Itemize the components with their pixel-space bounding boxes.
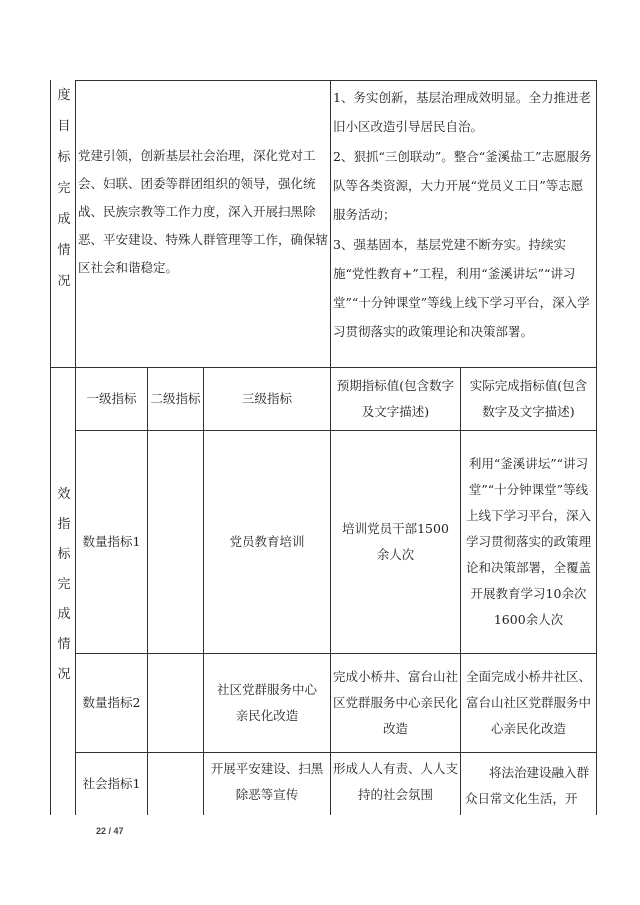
header-level2: 二级指标 (150, 390, 201, 406)
row3-level1: 社会指标1 (82, 775, 141, 791)
top-right-item-1: 1、务实创新，基层治理成效明显。全力推进老旧小区改造引导居民自治。 (333, 90, 591, 134)
row2-bottom (75, 752, 596, 753)
row3-level3: 开展平安建设、扫黑除恶等宣传 (210, 761, 324, 802)
top-right-item-2: 2、狠抓“三创联动”。整合“釜溪盐工”志愿服务队等各类资源，大力开展“党员义工日”等志愿服务活动； (333, 149, 592, 222)
header-expected: 预期指标值(包含数字及文字描述) (336, 377, 455, 419)
top-left-description: 党建引领，创新基层社会治理，深化党对工会、妇联、团委等群团组织的领导，强化统战、民族宗教等工作力度，深入开展扫黑除恶、平安建设、特殊人群管理等工作，确保辖区社会和谐稳定。 (78, 148, 329, 275)
col-level1-right (147, 367, 148, 815)
row2-level3: 社区党群服务中心亲民化改造 (216, 681, 317, 723)
row2-expected: 完成小桥井、富台山社区党群服务中心亲民化改造 (333, 668, 459, 736)
row1-actual: 利用“釜溪讲坛”“讲习堂”“十分钟课堂”等线上线下学习平台，深入学习贯彻落实的政策理论和决策部署，全覆盖开展教育学习10余次1600余人次 (465, 455, 591, 627)
table-top-border (75, 80, 596, 81)
row1-expected: 培训党员干部1500余人次 (342, 520, 449, 562)
row1-level1: 数量指标1 (82, 533, 141, 549)
row2-level1: 数量指标2 (82, 694, 141, 710)
left-border-bottom (50, 367, 51, 815)
header-level3: 三级指标 (241, 390, 292, 406)
right-border-top (596, 80, 597, 367)
header-level1: 一级指标 (86, 390, 137, 406)
row2-actual: 全面完成小桥井社区、富台山社区党群服务中心亲民化改造 (465, 668, 591, 736)
header-actual: 实际完成指标值(包含数字及文字描述) (469, 377, 588, 419)
row1-level3: 党员教育培训 (229, 533, 305, 549)
page-number: 22 / 47 (96, 826, 124, 836)
left-border-top (50, 80, 51, 367)
top-side-label: 度目标完成情况 (57, 88, 71, 289)
row3-actual: 将法治建设融入群众日常文化生活，开 (465, 765, 590, 806)
bottom-side-label: 效指标完成情况 (57, 487, 71, 682)
top-right-item-3: 3、强基固本，基层党建不断夯实。持续实施“党性教育+”工程，利用“釜溪讲坛”“讲习堂”“十分钟课堂”等线上线下学习平台，深入学习贯彻落实的政策理论和决策部署。 (333, 237, 590, 339)
right-border-bottom (596, 367, 597, 815)
row3-expected: 形成人人有责、人人支持的社会氛围 (333, 761, 459, 802)
